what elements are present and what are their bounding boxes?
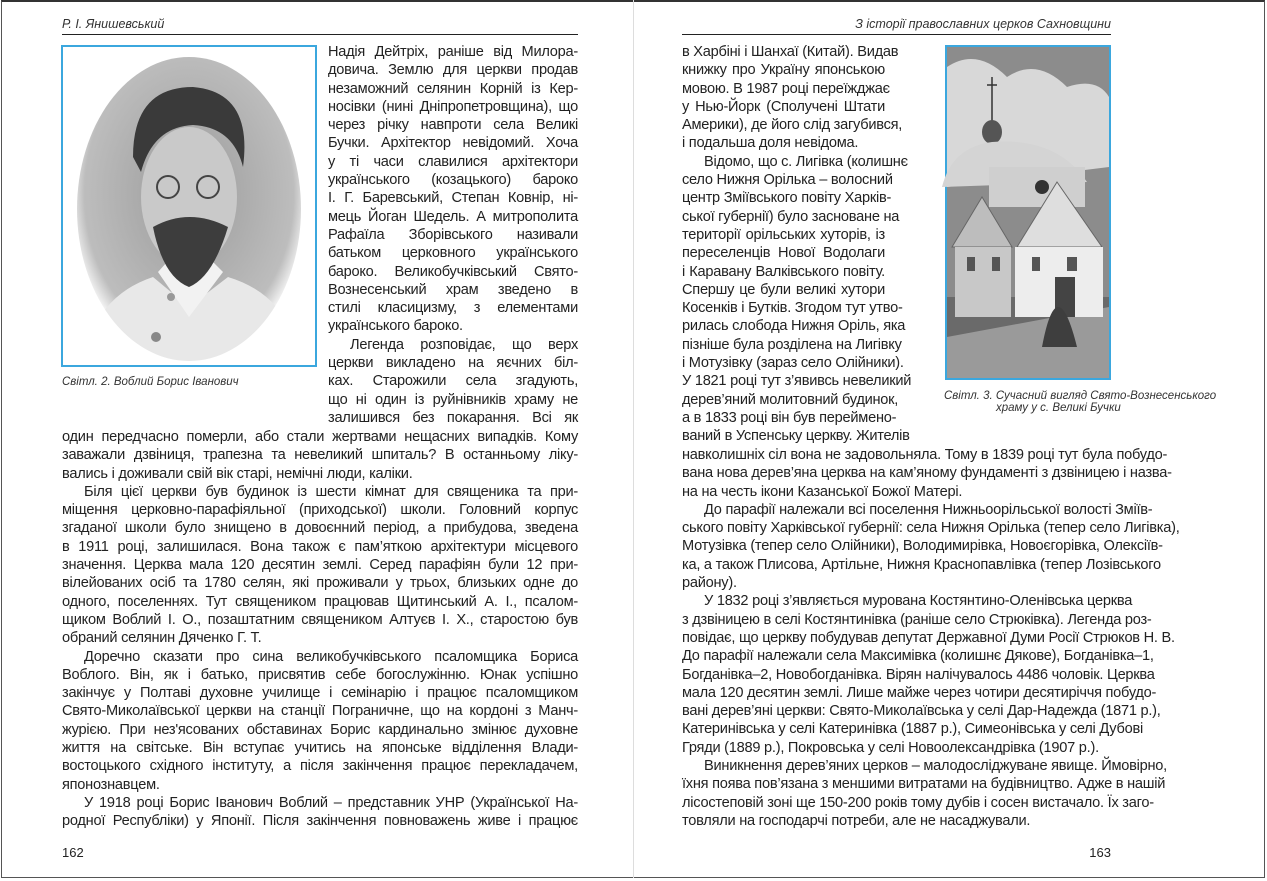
- text-line: носівки (нині Дніпропетровщина), що: [328, 98, 578, 115]
- text-line: незаможний селянин Корній із Кер-: [328, 80, 578, 97]
- text-line: Біля цієї церкви був будинок із шести кімнат для священика та при-: [84, 483, 578, 500]
- text-line: що ні один із руйнівників храму не: [328, 391, 578, 408]
- text-line: залишився без покарання. Всі як: [328, 409, 578, 426]
- text-line: навколишніх сіл вона не задовольняла. Тому в 1839 році тут була побудо-: [682, 447, 1168, 463]
- text-line: і подальша доля невідома.: [682, 135, 859, 152]
- paragraph: [62, 794, 578, 831]
- text-line: обраний селянин Дяченко Г. Т.: [62, 630, 262, 647]
- left-page-number: 162: [62, 845, 84, 860]
- text-line: батьком церковного українського: [328, 245, 578, 262]
- text-line: Косенків і Бутків. Згодом тут утво-: [682, 300, 903, 317]
- text-line: стилі класицизму, з елементами: [328, 300, 578, 317]
- text-line: Америки), де його слід загубився,: [682, 117, 903, 134]
- text-line: Катеринівська у селі Катеринівка (1887 р.), Симеонівська у селі Дубові: [682, 721, 1143, 738]
- text-line: церкви викладено на яєчних біл-: [328, 355, 578, 372]
- paragraph: [62, 648, 578, 794]
- text-line: Гряди (1889 р.), Покровська у селі Новоолександрівка (1907 р.).: [682, 739, 1099, 756]
- portrait-caption: Світл. 2. Воблий Борис Іванович: [62, 376, 239, 388]
- church-image: [947, 47, 1109, 378]
- text-line: Вознесенський храм зведено в: [328, 281, 578, 298]
- paragraph: [328, 43, 578, 336]
- text-line: ваний в Успенську церкву. Жителів: [682, 428, 910, 445]
- text-line: бароко. Великобучківський Свято-: [328, 263, 578, 280]
- left-full-text-block: [62, 428, 578, 831]
- text-line: рилась слобода Нижня Оріль, яка: [682, 318, 906, 335]
- text-line: ка, а також Плисова, Артільне, Нижня Краснопавлівка (тепер Лозівського: [682, 556, 1161, 573]
- portrait-image: [63, 47, 315, 365]
- page-gutter: [633, 0, 634, 878]
- text-line: центр Зміївського повіту Харків-: [682, 190, 892, 207]
- paragraph: [682, 592, 1175, 757]
- text-line: Виникнення дерев’яних церков – малодосліджуване явище. Ймовірно,: [704, 758, 1167, 775]
- text-line: мовою. В 1987 році переїжджає: [682, 80, 890, 97]
- text-line: востоцького східного інституту, а після закінчення працює перекладачем,: [62, 758, 578, 775]
- text-line: одного, поселеннях. Тут священиком працював Щитинський А. І., псалом-: [62, 593, 578, 610]
- paragraph: [682, 153, 912, 446]
- text-line: у ті часи славилися архітектори: [328, 153, 578, 170]
- text-line: довича. Землю для церкви продав: [328, 62, 578, 79]
- paragraph: [62, 428, 578, 483]
- text-line: вані дерев’яні церкви: Свято-Миколаївська у селі Дар-Надежда (1871 р.),: [682, 703, 1161, 720]
- text-line: Рафаїла Зборівського називали: [328, 226, 578, 243]
- text-line: українського бароко.: [328, 318, 463, 335]
- paragraph: [682, 757, 1167, 830]
- text-line: ках. Старожили села згадують,: [328, 373, 578, 390]
- text-line: Доречно сказати про сина великобучківського псаломщика Бориса: [84, 648, 578, 665]
- text-line: журією. При нез'ясованих обставинах Борис кардинально змінює духовне: [62, 721, 578, 738]
- paragraph: [328, 336, 578, 427]
- text-line: У 1821 році тут з’явивсь невеликий: [682, 373, 912, 390]
- text-line: на на честь ікони Казанської Божої Матері.: [682, 483, 963, 500]
- paragraph: [62, 483, 578, 648]
- text-line: міщення церковно-парафіяльної (приходської) школи. Головний корпус: [62, 502, 578, 519]
- right-page-number: 163: [1089, 845, 1111, 860]
- right-full-text-block: [682, 446, 1180, 830]
- text-line: Легенда розповідає, що верх: [350, 336, 578, 353]
- text-line: і Мотузівку (зараз село Олійники).: [682, 355, 904, 372]
- text-line: району).: [682, 575, 737, 592]
- text-line: книжку про Україну японською: [682, 62, 885, 79]
- text-line: японознавцем.: [62, 776, 160, 793]
- left-header-rule: [62, 34, 578, 35]
- text-line: заважали дзвіниця, трапезна та невеликий шпиталь? В останньому ліку-: [62, 447, 578, 464]
- text-line: території орільських хуторів, із: [682, 226, 885, 243]
- text-line: їхня поява пов’язана з меншими витратами на будівництво. Адже в нашій: [682, 776, 1166, 793]
- text-line: мець Йоган Шедель. А митрополита: [328, 208, 578, 225]
- text-line: село Нижня Орілька – волосний: [682, 172, 893, 189]
- text-line: У 1832 році з’являється мурована Костянтино-Оленівська церква: [704, 593, 1133, 610]
- text-line: мала 120 десятин землі. Лише майже через чотири десятиріччя побудо-: [682, 684, 1157, 701]
- text-line: Надія Дейтріх, раніше від Милора-: [328, 44, 578, 60]
- text-line: у Нью-Йорк (Сполучені Штати: [682, 98, 885, 115]
- text-line: згаданої школи було знищено в довоєнний період, а прибудова, зведена: [62, 520, 578, 537]
- text-line: життя на світське. Він вступає учитись на японське відділення Влади-: [62, 740, 578, 757]
- text-line: переселенців Нової Водолаги: [682, 245, 885, 262]
- text-line: пізніше була розділена на Лигівку: [682, 336, 902, 353]
- text-line: До парафії належали всі поселення Нижньоорільської волості Змiїв-: [704, 501, 1153, 518]
- text-line: закінчує у Полтаві духовне училище і семінарію і працює псаломщиком: [62, 685, 578, 702]
- right-running-header: З історії православних церков Сахновщини: [855, 17, 1111, 31]
- text-line: в Харбіні і Шанхаї (Китай). Видав: [682, 44, 899, 60]
- right-header-rule: [682, 34, 1111, 35]
- paragraph: [682, 43, 903, 153]
- left-side-text-column: [328, 43, 578, 427]
- paragraph: [682, 501, 1180, 592]
- text-line: повідає, що церкву побудував депутат Державної Думи Росії Стрюков Н. В.: [682, 629, 1175, 646]
- text-line: з дзвіницею в селі Костянтинівка (раніше село Стрюківка). Легенда роз-: [682, 611, 1152, 628]
- text-line: вілейованих осіб та 1780 селян, які проживали у трьох, близьких одне до: [62, 575, 578, 592]
- text-line: значення. Церква мала 120 десятин землі. Серед парафіян були 12 при-: [62, 557, 578, 574]
- text-line: українського (козацького) бароко: [328, 172, 578, 189]
- left-running-header: Р. І. Янишевський: [62, 17, 165, 31]
- text-line: товляли на господарчі потреби, але не насаджували.: [682, 812, 1031, 829]
- text-line: дерев’яний молитовний будинок,: [682, 391, 899, 408]
- text-line: У 1918 році Борис Іванович Воблий – представник УНР (Української На-: [84, 794, 578, 811]
- portrait-photo: [61, 45, 317, 367]
- text-line: ської губернії) було засноване на: [682, 208, 900, 225]
- text-line: і Каравану Валківського повіту.: [682, 263, 885, 280]
- text-line: І. Г. Баревський, Степан Ковнір, ні-: [328, 190, 578, 207]
- text-line: Відомо, що с. Лигівка (колишнє: [704, 153, 908, 170]
- paragraph: [682, 446, 1172, 501]
- text-line: вана нова дерев’яна церква на кам’яному фундаменті з дзвіницею і назва-: [682, 465, 1172, 482]
- text-line: Свято-Миколаївської церкви на станції Пограничне, що на кордоні з Манч-: [62, 703, 578, 720]
- text-line: Бучки. Архітектор невідомий. Хоча: [328, 135, 578, 152]
- text-line: До парафії належали села Максимівка (колишнє Дякове), Богданівка–1,: [682, 648, 1154, 665]
- text-line: Воблого. Він, як і батько, присвятив себе богослужінню. Юнак успішно: [62, 666, 578, 683]
- church-caption-line1: Світл. 3. Сучасний вигляд Свято-Вознесенського: [944, 390, 1217, 402]
- text-line: через річку навпроти села Великі: [328, 117, 578, 134]
- text-line: в 1911 році, залишилася. Вона також є пам’яткою архітектури місцевого: [62, 538, 578, 555]
- text-line: лісостеповій зоні ще 150-200 років тому дубів і сосен вистачало. Їх заго-: [682, 794, 1154, 811]
- text-line: один передчасно померли, або стали жертвами нещасних випадків. Кому: [62, 429, 578, 445]
- text-line: ського повіту Харківської губернії: села Нижня Орілька (тепер село Лигівка),: [682, 520, 1180, 537]
- text-line: родної Республіки) у Японії. Після закінчення повноважень живе і працює: [62, 813, 578, 830]
- church-caption-line2: храму у с. Великі Бучки: [996, 402, 1121, 414]
- text-line: Спершу це були великі хутори: [682, 281, 885, 298]
- text-line: щиком Воблий І. О., позаштатним священиком Алтуєв І. Х., старостою був: [62, 611, 578, 628]
- text-line: Мотузівка (тепер село Олійники), Володимирівка, Новоєгорівка, Олексіїв-: [682, 538, 1163, 555]
- right-side-text-column: [682, 43, 912, 446]
- text-line: а в 1833 році він був перейменo-: [682, 409, 897, 426]
- text-line: Богданівка–2, Новобогданівка. Вірян налічувалось 4486 чоловік. Церква: [682, 666, 1155, 683]
- text-line: вались і доживали свій вік старі, немічні люди, каліки.: [62, 465, 413, 482]
- church-photo: [945, 45, 1111, 380]
